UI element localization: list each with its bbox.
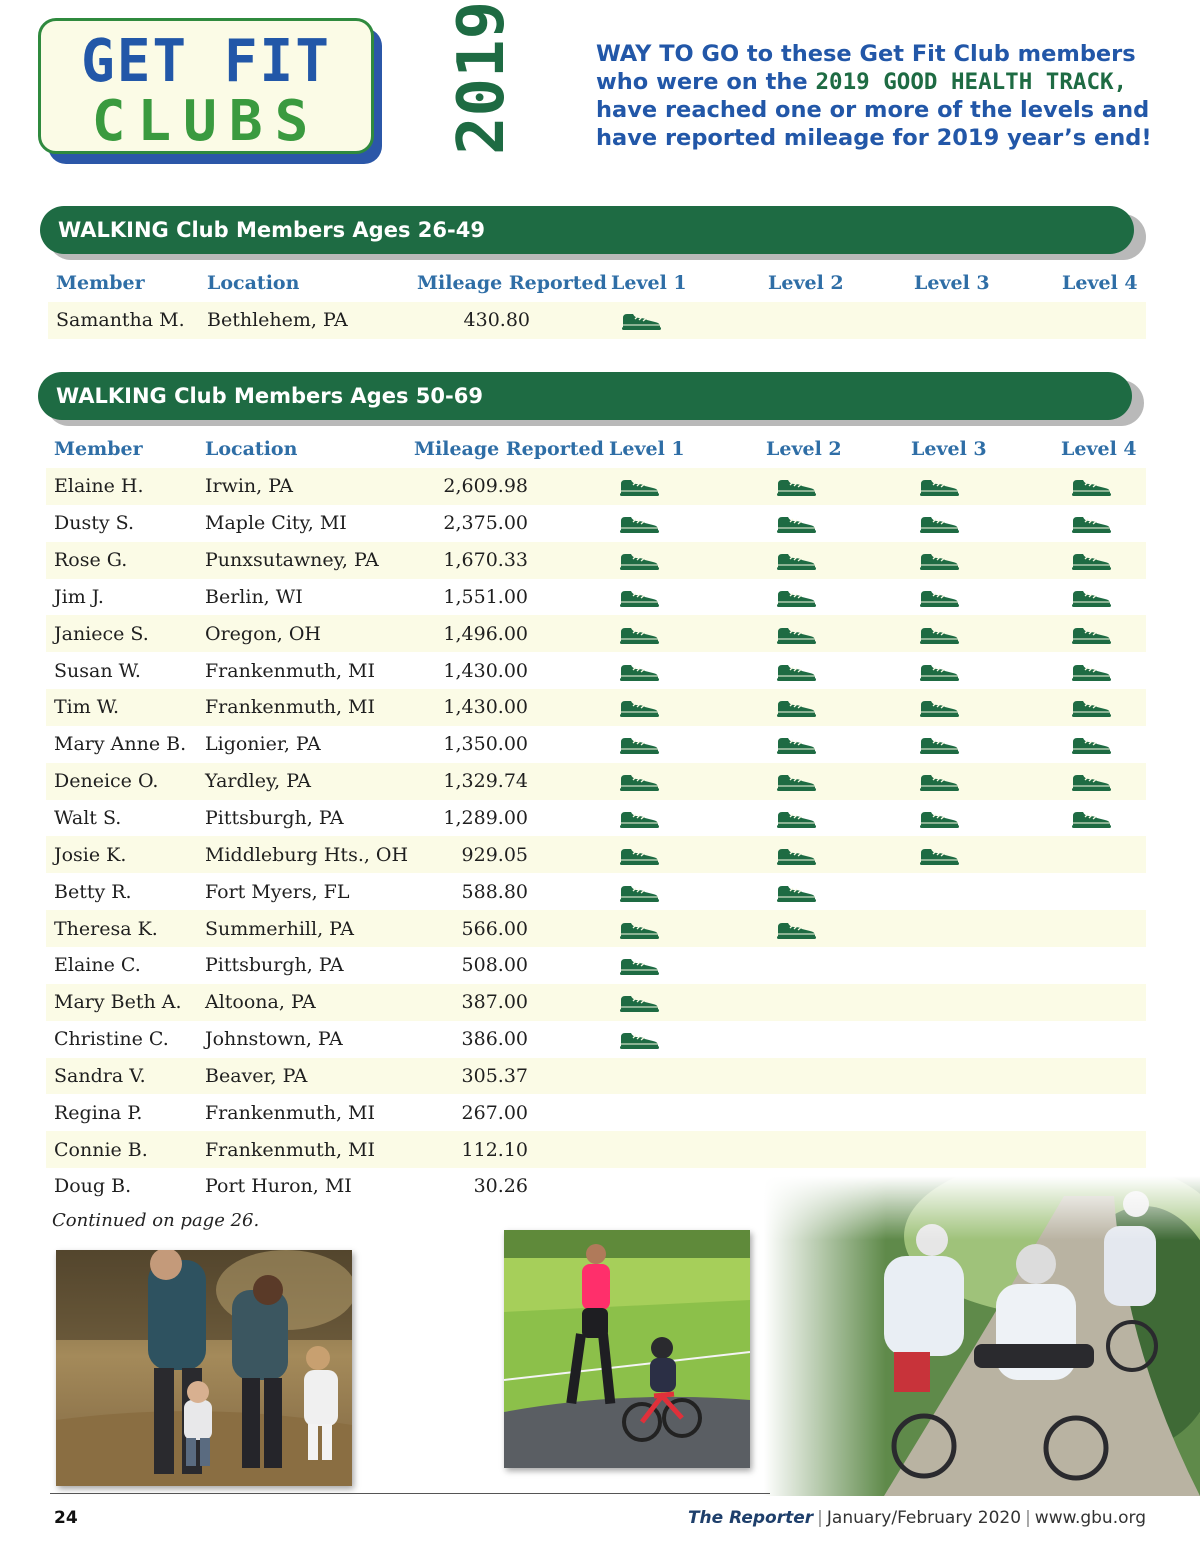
table-row [46, 1131, 1146, 1168]
sneaker-icon [776, 549, 816, 571]
page-number: 24 [54, 1508, 78, 1528]
sneaker-icon [1071, 475, 1111, 497]
section-banner-ages-26-49: WALKING Club Members Ages 26-49 [40, 206, 1134, 254]
sneaker-icon [1071, 660, 1111, 682]
table-row [46, 836, 1146, 873]
member-location: Pittsburgh, PA [205, 954, 344, 977]
member-name: Mary Beth A. [54, 991, 182, 1014]
sneaker-icon [619, 660, 659, 682]
mileage-value: 1,496.00 [443, 622, 528, 645]
member-name: Theresa K. [54, 917, 158, 940]
sneaker-icon [776, 696, 816, 718]
mileage-value: 112.10 [461, 1138, 528, 1161]
sneaker-icon [776, 475, 816, 497]
member-name: Tim W. [54, 696, 120, 719]
members-table-ages-50-69 [46, 438, 1146, 1205]
mileage-value: 2,609.98 [443, 475, 528, 498]
member-location: Bethlehem, PA [207, 309, 348, 332]
logo-line-2: CLUBS [91, 89, 321, 154]
mileage-value: 1,329.74 [443, 770, 528, 793]
mileage-value: 1,350.00 [443, 733, 528, 756]
get-fit-clubs-logo [38, 18, 374, 154]
mileage-value: 305.37 [461, 1064, 528, 1087]
col-level-1: Level 1 [611, 272, 687, 294]
table-row [46, 579, 1146, 616]
sneaker-icon [619, 623, 659, 645]
col-member: Member [56, 272, 145, 294]
member-name: Sandra V. [54, 1064, 146, 1087]
table-row [46, 763, 1146, 800]
member-location: Frankenmuth, MI [205, 1101, 375, 1124]
sneaker-icon [1071, 512, 1111, 534]
sneaker-icon [619, 512, 659, 534]
mileage-value: 387.00 [461, 991, 528, 1014]
mileage-value: 2,375.00 [443, 512, 528, 535]
member-location: Irwin, PA [205, 475, 294, 498]
col-level-4: Level 4 [1062, 272, 1138, 294]
member-location: Middleburg Hts., OH [205, 843, 409, 866]
sneaker-icon [619, 586, 659, 608]
mileage-value: 588.80 [461, 880, 528, 903]
mileage-value: 1,289.00 [443, 807, 528, 830]
sneaker-icon [919, 770, 959, 792]
sneaker-icon [919, 696, 959, 718]
sneaker-icon [619, 807, 659, 829]
col-mileage: Mileage Reported [414, 438, 604, 460]
member-name: Christine C. [54, 1028, 169, 1051]
mileage-value: 1,430.00 [443, 659, 528, 682]
members-table-ages-26-49 [48, 272, 1146, 339]
table-row [46, 873, 1146, 910]
member-name: Susan W. [54, 659, 141, 682]
table-header [48, 272, 1146, 302]
member-location: Beaver, PA [205, 1064, 308, 1087]
sneaker-icon [919, 660, 959, 682]
logo-line-1: GET FIT [80, 27, 331, 96]
sneaker-icon [619, 991, 659, 1013]
col-member: Member [54, 438, 143, 460]
col-mileage: Mileage Reported [417, 272, 607, 294]
col-location: Location [205, 438, 298, 460]
table-body [48, 302, 1146, 339]
table-header [46, 438, 1146, 468]
sneaker-icon [621, 309, 661, 331]
sneaker-icon [619, 770, 659, 792]
year-label: 2019 [445, 0, 519, 155]
sneaker-icon [776, 807, 816, 829]
member-location: Maple City, MI [205, 512, 347, 535]
member-name: Betty R. [54, 880, 132, 903]
mileage-value: 508.00 [461, 954, 528, 977]
member-name: Dusty S. [54, 512, 135, 535]
member-location: Fort Myers, FL [205, 880, 350, 903]
sneaker-icon [776, 512, 816, 534]
member-name: Regina P. [54, 1101, 143, 1124]
member-location: Altoona, PA [205, 991, 316, 1014]
member-location: Port Huron, MI [205, 1175, 352, 1198]
member-location: Frankenmuth, MI [205, 696, 375, 719]
sneaker-icon [776, 586, 816, 608]
table-row [46, 615, 1146, 652]
member-location: Johnstown, PA [205, 1028, 343, 1051]
sneaker-icon [919, 807, 959, 829]
sneaker-icon [1071, 623, 1111, 645]
mileage-value: 30.26 [473, 1175, 528, 1198]
intro-text: WAY TO GO to these Get Fit Club members who were on the 2019 GOOD HEALTH TRACK, have reached one or more of the levels and have reported mileage for 2019 year’s end! [596, 41, 1152, 151]
sneaker-icon [619, 475, 659, 497]
sneaker-icon [919, 549, 959, 571]
member-name: Connie B. [54, 1138, 148, 1161]
sneaker-icon [1071, 549, 1111, 571]
mileage-value: 1,430.00 [443, 696, 528, 719]
continued-note: Continued on page 26. [52, 1210, 260, 1231]
website-link[interactable]: www.gbu.org [1034, 1508, 1146, 1528]
table-row [46, 1021, 1146, 1058]
member-name: Doug B. [54, 1175, 132, 1198]
sneaker-icon [776, 733, 816, 755]
member-location: Frankenmuth, MI [205, 1138, 375, 1161]
mileage-value: 929.05 [461, 843, 528, 866]
member-name: Deneice O. [54, 770, 159, 793]
col-level-1: Level 1 [609, 438, 685, 460]
sneaker-icon [1071, 770, 1111, 792]
col-level-3: Level 3 [914, 272, 990, 294]
sneaker-icon [1071, 696, 1111, 718]
table-row [46, 947, 1146, 984]
sneaker-icon [919, 844, 959, 866]
sneaker-icon [619, 954, 659, 976]
sneaker-icon [619, 549, 659, 571]
col-level-4: Level 4 [1061, 438, 1137, 460]
sneaker-icon [619, 696, 659, 718]
member-location: Pittsburgh, PA [205, 807, 344, 830]
issue-date: January/February 2020 [826, 1508, 1022, 1528]
table-row [46, 505, 1146, 542]
member-location: Summerhill, PA [205, 917, 354, 940]
member-name: Samantha M. [56, 309, 185, 332]
cyclists-path-photo [764, 1176, 1200, 1496]
mileage-value: 430.80 [463, 309, 530, 332]
sneaker-icon [619, 733, 659, 755]
col-level-2: Level 2 [768, 272, 844, 294]
table-row [46, 726, 1146, 763]
publication-name: The Reporter [687, 1508, 814, 1528]
sneaker-icon [919, 623, 959, 645]
member-name: Elaine H. [54, 475, 144, 498]
table-row [46, 1058, 1146, 1095]
footer-credits: The Reporter | January/February 2020 | www.gbu.org [687, 1508, 1146, 1528]
sneaker-icon [776, 660, 816, 682]
table-row [46, 984, 1146, 1021]
table-row [46, 542, 1146, 579]
sneaker-icon [776, 770, 816, 792]
sneaker-icon [1071, 586, 1111, 608]
sneaker-icon [776, 918, 816, 940]
section-banner-ages-50-69: WALKING Club Members Ages 50-69 [38, 372, 1132, 420]
member-location: Ligonier, PA [205, 733, 321, 756]
member-location: Frankenmuth, MI [205, 659, 375, 682]
sneaker-icon [1071, 733, 1111, 755]
mileage-value: 566.00 [461, 917, 528, 940]
sneaker-icon [776, 623, 816, 645]
sneaker-icon [619, 1028, 659, 1050]
sneaker-icon [1071, 807, 1111, 829]
member-name: Mary Anne B. [54, 733, 187, 756]
sneaker-icon [619, 881, 659, 903]
member-location: Yardley, PA [205, 770, 312, 793]
member-location: Oregon, OH [205, 622, 321, 645]
sneaker-icon [619, 918, 659, 940]
member-location: Punxsutawney, PA [205, 549, 379, 572]
table-row [46, 800, 1146, 837]
jogger-and-child-photo [504, 1230, 750, 1468]
sneaker-icon [776, 881, 816, 903]
table-row [46, 1094, 1146, 1131]
member-location: Berlin, WI [205, 585, 303, 608]
member-name: Jim J. [54, 585, 104, 608]
sneaker-icon [919, 512, 959, 534]
table-body [46, 468, 1146, 1205]
member-name: Janiece S. [54, 622, 149, 645]
member-name: Walt S. [54, 807, 122, 830]
footer-rule [50, 1493, 770, 1494]
col-level-3: Level 3 [911, 438, 987, 460]
table-row [48, 302, 1146, 339]
mileage-value: 267.00 [461, 1101, 528, 1124]
sneaker-icon [919, 475, 959, 497]
family-walk-photo [56, 1250, 352, 1486]
member-name: Josie K. [54, 843, 127, 866]
table-row [46, 468, 1146, 505]
col-level-2: Level 2 [766, 438, 842, 460]
sneaker-icon [619, 844, 659, 866]
col-location: Location [207, 272, 300, 294]
sneaker-icon [919, 586, 959, 608]
mileage-value: 1,551.00 [443, 585, 528, 608]
member-name: Rose G. [54, 549, 128, 572]
sneaker-icon [919, 733, 959, 755]
mileage-value: 1,670.33 [443, 549, 528, 572]
table-row [46, 689, 1146, 726]
mileage-value: 386.00 [461, 1028, 528, 1051]
table-row [46, 652, 1146, 689]
table-row [46, 910, 1146, 947]
member-name: Elaine C. [54, 954, 141, 977]
sneaker-icon [776, 844, 816, 866]
